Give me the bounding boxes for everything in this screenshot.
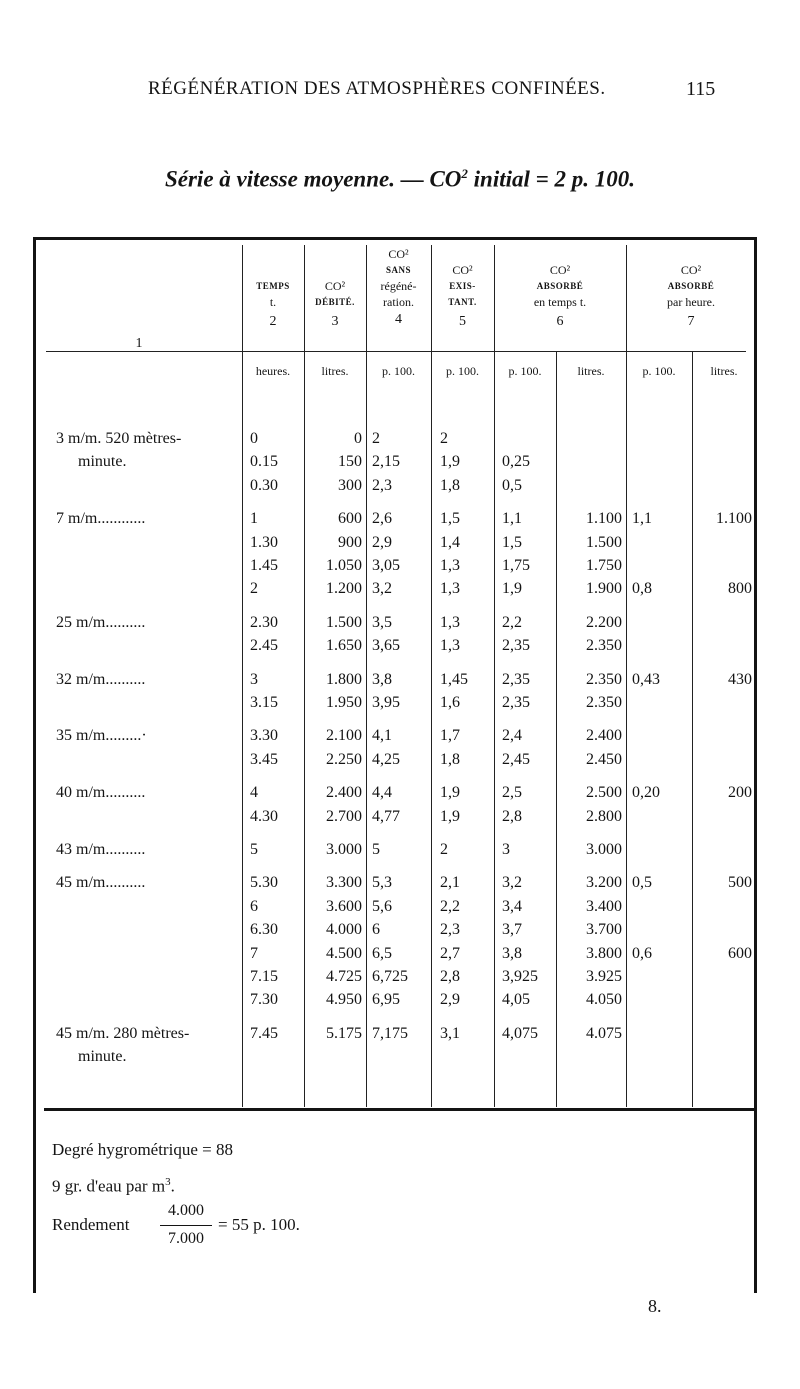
- cell-deb: 3.300: [326, 874, 362, 892]
- cell-t: 7.45: [250, 1024, 278, 1042]
- cell-sans: 3,5: [372, 613, 392, 631]
- unit-litres: litres.: [710, 364, 738, 378]
- cell-deb: 4.500: [326, 944, 362, 962]
- cell-abs_p: 3: [502, 841, 510, 858]
- cell-abs_p: 1,5: [502, 533, 522, 551]
- rendement-numerator: 4.000: [168, 1202, 204, 1219]
- group-label: 7 m/m............: [56, 510, 146, 528]
- cell-abs_p: 2,35: [502, 670, 530, 688]
- unit-p100: p. 100.: [508, 364, 542, 378]
- cell-abs_p: 0,5: [502, 476, 522, 494]
- cell-deb: 2.100: [326, 727, 362, 745]
- cell-exist: 1,4: [440, 533, 460, 551]
- cell-sans: 3,05: [372, 557, 400, 574]
- cell-deb: 5.175: [326, 1024, 362, 1042]
- col6-header: CO² ABSORBÉ en temps t. 6: [533, 263, 587, 329]
- cell-abs_l: 4.050: [586, 991, 622, 1009]
- cell-abs_p: 2,45: [502, 750, 530, 768]
- unit-p100: p. 100.: [446, 364, 479, 378]
- cell-deb: 1.950: [326, 694, 362, 711]
- unit-heures: heures.: [255, 364, 291, 378]
- cell-deb: 4.725: [326, 968, 362, 985]
- cell-h_p: 0,5: [632, 874, 652, 892]
- cell-h_l: 800: [728, 580, 752, 598]
- cell-exist: 1,45: [440, 670, 468, 688]
- cell-sans: 6: [372, 921, 380, 939]
- water-content: [52, 1176, 175, 1197]
- unit-p100: p. 100.: [642, 364, 676, 378]
- cell-t: 0.15: [250, 453, 278, 471]
- col2-header: TEMPS t. 2: [256, 281, 290, 329]
- col5-header: CO² EXIS- TANT. 5: [448, 263, 477, 329]
- cell-sans: 7,175: [372, 1024, 408, 1042]
- cell-abs_p: 3,2: [502, 874, 522, 892]
- table-title: [0, 166, 800, 193]
- cell-t: 3.45: [250, 750, 278, 768]
- cell-abs_l: 1.900: [586, 580, 622, 598]
- cell-abs_l: 3.000: [586, 841, 622, 858]
- group-label: 25 m/m..........: [56, 613, 146, 631]
- cell-t: 7.30: [250, 991, 278, 1009]
- cell-h_l: 600: [728, 944, 752, 962]
- cell-t: 5: [250, 841, 258, 858]
- cell-abs_l: 2.350: [586, 637, 622, 655]
- cell-deb: 1.800: [326, 670, 362, 688]
- page-number: 115: [686, 78, 716, 100]
- cell-h_p: 1,1: [632, 510, 652, 528]
- cell-t: 3.30: [250, 727, 278, 745]
- rendement-label: Rendement: [52, 1215, 130, 1234]
- cell-sans: 3,65: [372, 637, 400, 655]
- cell-exist: 1,3: [440, 613, 460, 631]
- group-label: 43 m/m..........: [56, 841, 146, 858]
- cell-h_p: 0,20: [632, 784, 660, 802]
- cell-h_p: 0,8: [632, 580, 652, 598]
- cell-exist: 1,8: [440, 476, 460, 494]
- cell-abs_l: 2.400: [586, 727, 622, 745]
- cell-sans: 6,725: [372, 968, 408, 985]
- cell-abs_l: 1.100: [586, 510, 622, 528]
- cell-abs_l: 2.350: [586, 694, 622, 711]
- cell-deb: 2.250: [326, 750, 362, 768]
- cell-abs_l: 1.500: [586, 533, 622, 551]
- group-label: minute.: [78, 453, 127, 471]
- cell-t: 3.15: [250, 694, 278, 711]
- cell-abs_p: 2,35: [502, 694, 530, 711]
- cell-t: 2.45: [250, 637, 278, 655]
- cell-abs_p: 1,1: [502, 510, 522, 528]
- running-header: RÉGÉNÉRATION DES ATMOSPHÈRES CONFINÉES.: [148, 78, 606, 99]
- cell-sans: 2,6: [372, 510, 392, 528]
- cell-abs_l: 4.075: [586, 1024, 622, 1042]
- cell-exist: 1,9: [440, 807, 460, 825]
- cell-t: 4.30: [250, 807, 278, 825]
- cell-sans: 5: [372, 841, 380, 858]
- cell-abs_p: 2,8: [502, 807, 522, 825]
- cell-t: 6.30: [250, 921, 278, 939]
- cell-abs_p: 3,8: [502, 944, 522, 962]
- cell-exist: 2,8: [440, 968, 460, 985]
- cell-abs_p: 1,75: [502, 557, 530, 574]
- cell-h_l: 200: [728, 784, 752, 802]
- fraction-bar: [160, 1225, 212, 1226]
- col4-header: CO² SANS régéné- ration. 4: [380, 247, 417, 327]
- cell-abs_l: 3.700: [586, 921, 622, 939]
- cell-abs_p: 0,25: [502, 453, 530, 471]
- cell-h_l: 1.100: [716, 510, 752, 528]
- cell-exist: 2,7: [440, 944, 460, 962]
- cell-exist: 2: [440, 430, 448, 447]
- cell-sans: 2,3: [372, 476, 392, 494]
- cell-abs_l: 3.200: [586, 874, 622, 892]
- cell-deb: 3.600: [326, 897, 362, 915]
- cell-sans: 4,77: [372, 807, 400, 825]
- cell-sans: 2,9: [372, 533, 392, 551]
- col7-header: CO² ABSORBÉ par heure. 7: [667, 263, 715, 329]
- cell-exist: 2,2: [440, 897, 460, 915]
- cell-abs_p: 2,5: [502, 784, 522, 802]
- cell-t: 7.15: [250, 968, 278, 985]
- hygrometry: Degré hygrométrique = 88: [52, 1140, 233, 1159]
- cell-exist: 1,8: [440, 750, 460, 768]
- cell-t: 2: [250, 580, 258, 598]
- cell-abs_p: 1,9: [502, 580, 522, 598]
- cell-abs_l: 3.400: [586, 897, 622, 915]
- cell-t: 7: [250, 944, 258, 962]
- unit-litres: litres.: [577, 364, 605, 378]
- cell-abs_l: 2.350: [586, 670, 622, 688]
- cell-deb: 1.200: [326, 580, 362, 598]
- unit-litres: litres.: [321, 364, 349, 378]
- cell-h_p: 0,43: [632, 670, 660, 688]
- cell-deb: 3.000: [326, 841, 362, 858]
- table-frame: [33, 237, 757, 1109]
- cell-t: 1: [250, 510, 258, 528]
- cell-abs_l: 2.200: [586, 613, 622, 631]
- cell-t: 1.30: [250, 533, 278, 551]
- group-label: 3 m/m. 520 mètres-: [56, 430, 182, 447]
- cell-sans: 5,3: [372, 874, 392, 892]
- cell-exist: 2: [440, 841, 448, 858]
- cell-t: 0: [250, 430, 258, 447]
- cell-abs_l: 1.750: [586, 557, 622, 574]
- water-text: 9 gr. d'eau par m: [52, 1176, 166, 1196]
- cell-exist: 2,9: [440, 991, 460, 1009]
- cell-exist: 1,3: [440, 580, 460, 598]
- cell-deb: 2.700: [326, 807, 362, 825]
- cell-abs_p: 3,4: [502, 897, 522, 915]
- group-label: 45 m/m..........: [56, 874, 146, 892]
- cell-deb: 4.950: [326, 991, 362, 1009]
- water-end: .: [170, 1176, 175, 1196]
- cell-deb: 0: [354, 430, 362, 447]
- cell-abs_p: 3,925: [502, 968, 538, 985]
- cell-deb: 150: [338, 453, 362, 471]
- col1-num: 1: [135, 336, 143, 351]
- cell-deb: 1.650: [326, 637, 362, 655]
- cell-abs_p: 4,075: [502, 1024, 538, 1042]
- cell-sans: 4,25: [372, 750, 400, 768]
- title-text: Série à vitesse moyenne. — CO: [164, 166, 462, 192]
- cell-exist: 2,1: [440, 874, 460, 892]
- cell-h_l: 500: [728, 874, 752, 892]
- cell-exist: 1,3: [440, 637, 460, 655]
- cell-abs_l: 3.925: [586, 968, 622, 985]
- cell-exist: 1,6: [440, 694, 460, 711]
- cell-exist: 1,9: [440, 453, 460, 471]
- cell-abs_p: 2,35: [502, 637, 530, 655]
- group-label: 40 m/m..........: [56, 784, 146, 802]
- cell-sans: 4,1: [372, 727, 392, 745]
- signature-mark: 8.: [648, 1296, 662, 1316]
- cell-t: 3: [250, 670, 258, 688]
- group-label: 45 m/m. 280 mètres-: [56, 1024, 190, 1042]
- cell-deb: 1.500: [326, 613, 362, 631]
- rendement-denominator: 7.000: [168, 1230, 204, 1247]
- cell-sans: 3,95: [372, 694, 400, 711]
- title-sup: 2: [461, 166, 468, 181]
- title-rest: initial = 2 p. 100.: [467, 166, 635, 192]
- cell-exist: 1,3: [440, 557, 460, 574]
- cell-abs_p: 2,2: [502, 613, 522, 631]
- cell-t: 5.30: [250, 874, 278, 892]
- cell-sans: 2: [372, 430, 380, 447]
- group-label: minute.: [78, 1048, 127, 1066]
- cell-t: 6: [250, 897, 258, 915]
- cell-deb: 600: [338, 510, 362, 528]
- water-sup: 3: [165, 1176, 171, 1188]
- cell-sans: 3,2: [372, 580, 392, 598]
- cell-t: 0.30: [250, 476, 278, 494]
- cell-abs_l: 2.800: [586, 807, 622, 825]
- cell-abs_p: 2,4: [502, 727, 522, 745]
- cell-t: 4: [250, 784, 258, 802]
- unit-p100: p. 100.: [382, 364, 415, 378]
- cell-exist: 1,9: [440, 784, 460, 802]
- cell-deb: 900: [338, 533, 362, 551]
- cell-sans: 5,6: [372, 897, 392, 915]
- cell-deb: 300: [338, 476, 362, 494]
- cell-abs_p: 4,05: [502, 991, 530, 1009]
- cell-deb: 4.000: [326, 921, 362, 939]
- cell-t: 2.30: [250, 613, 278, 631]
- cell-sans: 4,4: [372, 784, 392, 802]
- rendement-result: = 55 p. 100.: [218, 1215, 300, 1234]
- cell-sans: 2,15: [372, 453, 400, 471]
- cell-t: 1.45: [250, 557, 278, 574]
- cell-sans: 6,5: [372, 944, 392, 962]
- cell-exist: 1,7: [440, 727, 460, 745]
- cell-h_l: 430: [728, 670, 752, 688]
- cell-sans: 6,95: [372, 991, 400, 1009]
- cell-h_p: 0,6: [632, 944, 652, 962]
- cell-exist: 2,3: [440, 921, 460, 939]
- cell-sans: 3,8: [372, 670, 392, 688]
- cell-exist: 3,1: [440, 1024, 460, 1042]
- cell-abs_p: 3,7: [502, 921, 522, 939]
- group-label: 35 m/m.........·: [56, 727, 147, 745]
- cell-abs_l: 2.500: [586, 784, 622, 802]
- cell-deb: 2.400: [326, 784, 362, 802]
- cell-abs_l: 2.450: [586, 750, 622, 768]
- col3-header: CO² DÉBITÉ. 3: [315, 279, 355, 329]
- group-label: 32 m/m..........: [56, 670, 146, 688]
- cell-exist: 1,5: [440, 510, 460, 528]
- cell-abs_l: 3.800: [586, 944, 622, 962]
- cell-deb: 1.050: [326, 557, 362, 574]
